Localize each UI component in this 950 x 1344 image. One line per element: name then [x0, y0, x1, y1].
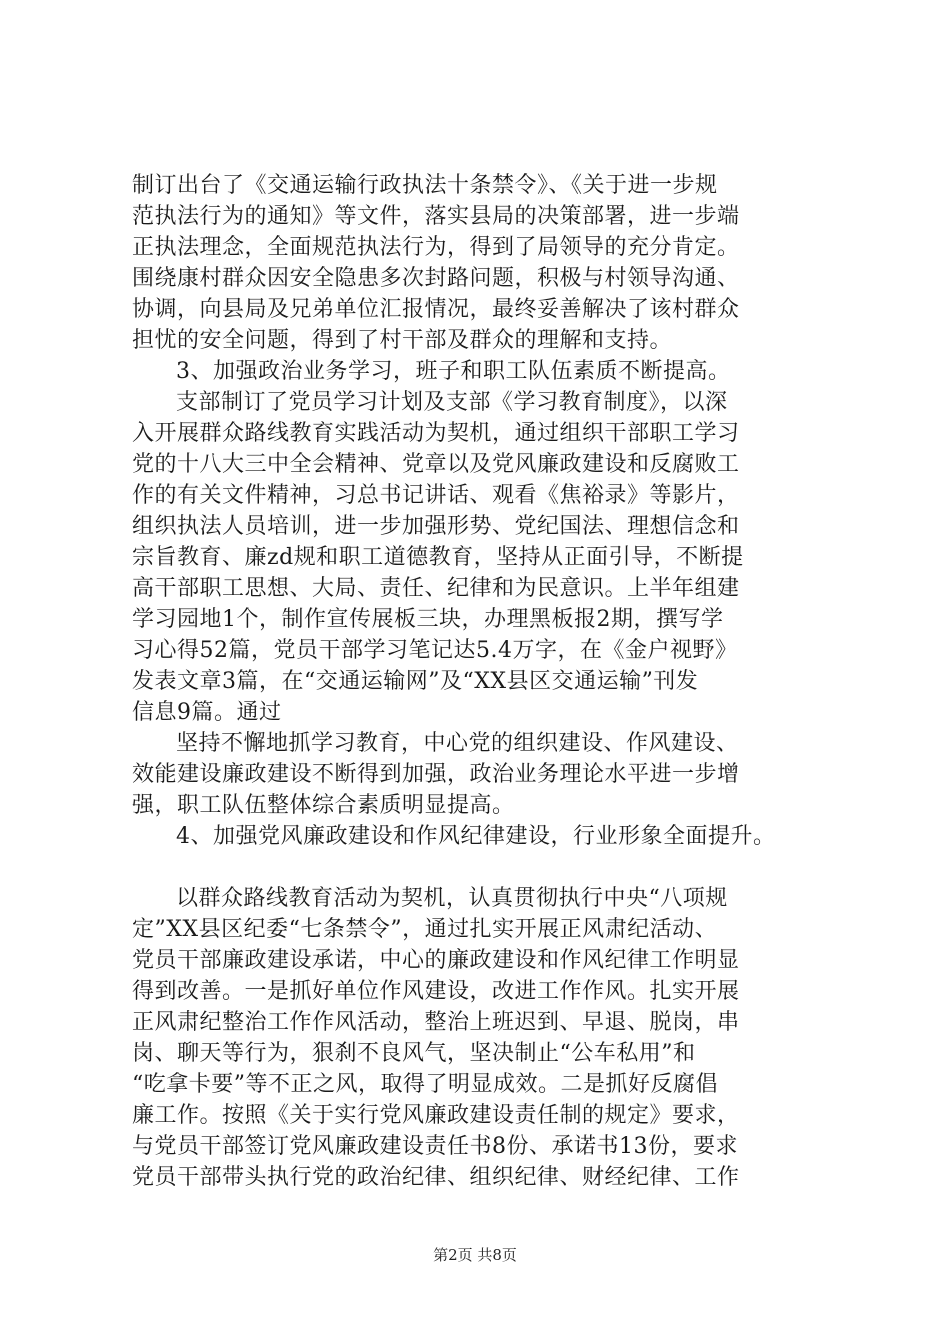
text-line: 党员干部廉政建设承诺，中心的廉政建设和作风纪律工作明显 [132, 948, 740, 973]
text-line: 坚持不懈地抓学习教育，中心党的组织建设、作风建设、 [176, 731, 739, 756]
paragraph-gap [132, 852, 832, 883]
text-line: 廉工作。按照《关于实行党风廉政建设责任制的规定》要求， [132, 1103, 740, 1128]
text-line: 以群众路线教育活动为契机，认真贯彻执行中央“八项规 [176, 886, 728, 911]
text-line: 定”XX县区纪委“七条禁令”，通过扎实开展正风肃纪活动、 [132, 917, 718, 942]
text-line: 高干部职工思想、大局、责任、纪律和为民意识。上半年组建 [132, 576, 740, 601]
text-line: 信息9篇。通过 [132, 700, 282, 725]
section-heading: 3、加强政治业务学习，班子和职工队伍素质不断提高。 [176, 359, 731, 384]
text-line: 强，职工队伍整体综合素质明显提高。 [132, 793, 515, 818]
text-line: 范执法行为的通知》等文件，落实县局的决策部署，进一步端 [132, 204, 740, 229]
text-line: 正执法理念，全面规范执法行为，得到了局领导的充分肯定。 [132, 235, 740, 260]
text-line: 宗旨教育、廉zd规和职工道德教育，坚持从正面引导，不断提 [132, 545, 744, 570]
text-line: 党的十八大三中全会精神、党章以及党风廉政建设和反腐败工 [132, 452, 740, 477]
text-line: 正风肃纪整治工作作风活动，整治上班迟到、早退、脱岗，串 [132, 1010, 740, 1035]
text-line: 作的有关文件精神，习总书记讲话、观看《焦裕录》等影片， [132, 483, 740, 508]
text-line: 担忧的安全问题，得到了村干部及群众的理解和支持。 [132, 328, 673, 353]
text-line: 协调，向县局及兄弟单位汇报情况，最终妥善解决了该村群众 [132, 297, 740, 322]
text-line: 支部制订了党员学习计划及支部《学习教育制度》，以深 [176, 390, 728, 415]
text-line: 习心得52篇，党员干部学习笔记达5.4万字，在《金户视野》 [132, 638, 738, 663]
text-line: 岗、聊天等行为，狠刹不良风气，坚决制止“公车私用”和 [132, 1041, 696, 1066]
text-line: 发表文章3篇，在“交通运输网”及“XX县区交通运输”刊发 [132, 669, 699, 694]
text-line: 围绕康村群众因安全隐患多次封路问题，积极与村领导沟通、 [132, 266, 740, 291]
text-line: 入开展群众路线教育实践活动为契机，通过组织干部职工学习 [132, 421, 740, 446]
page-number-footer: 第2页 共8页 [433, 1246, 517, 1264]
text-line: 学习园地1个，制作宣传展板三块，办理黑板报2期，撰写学 [132, 607, 724, 632]
text-line: 与党员干部签订党风廉政建设责任书8份、承诺书13份，要求 [132, 1134, 738, 1159]
text-line: 得到改善。一是抓好单位作风建设，改进工作作风。扎实开展 [132, 979, 740, 1004]
section-heading: 4、加强党风廉政建设和作风纪律建设，行业形象全面提升。 [176, 824, 776, 849]
text-line: “吃拿卡要”等不正之风，取得了明显成效。二是抓好反腐倡 [132, 1072, 718, 1097]
document-body [132, 170, 832, 1193]
text-line: 制订出台了《交通运输行政执法十条禁令》、《关于进一步规 [132, 173, 718, 198]
text-line: 组织执法人员培训，进一步加强形势、党纪国法、理想信念和 [132, 514, 740, 539]
text-line: 效能建设廉政建设不断得到加强，政治业务理论水平进一步增 [132, 762, 740, 787]
text-line: 党员干部带头执行党的政治纪律、组织纪律、财经纪律、工作 [132, 1165, 740, 1190]
